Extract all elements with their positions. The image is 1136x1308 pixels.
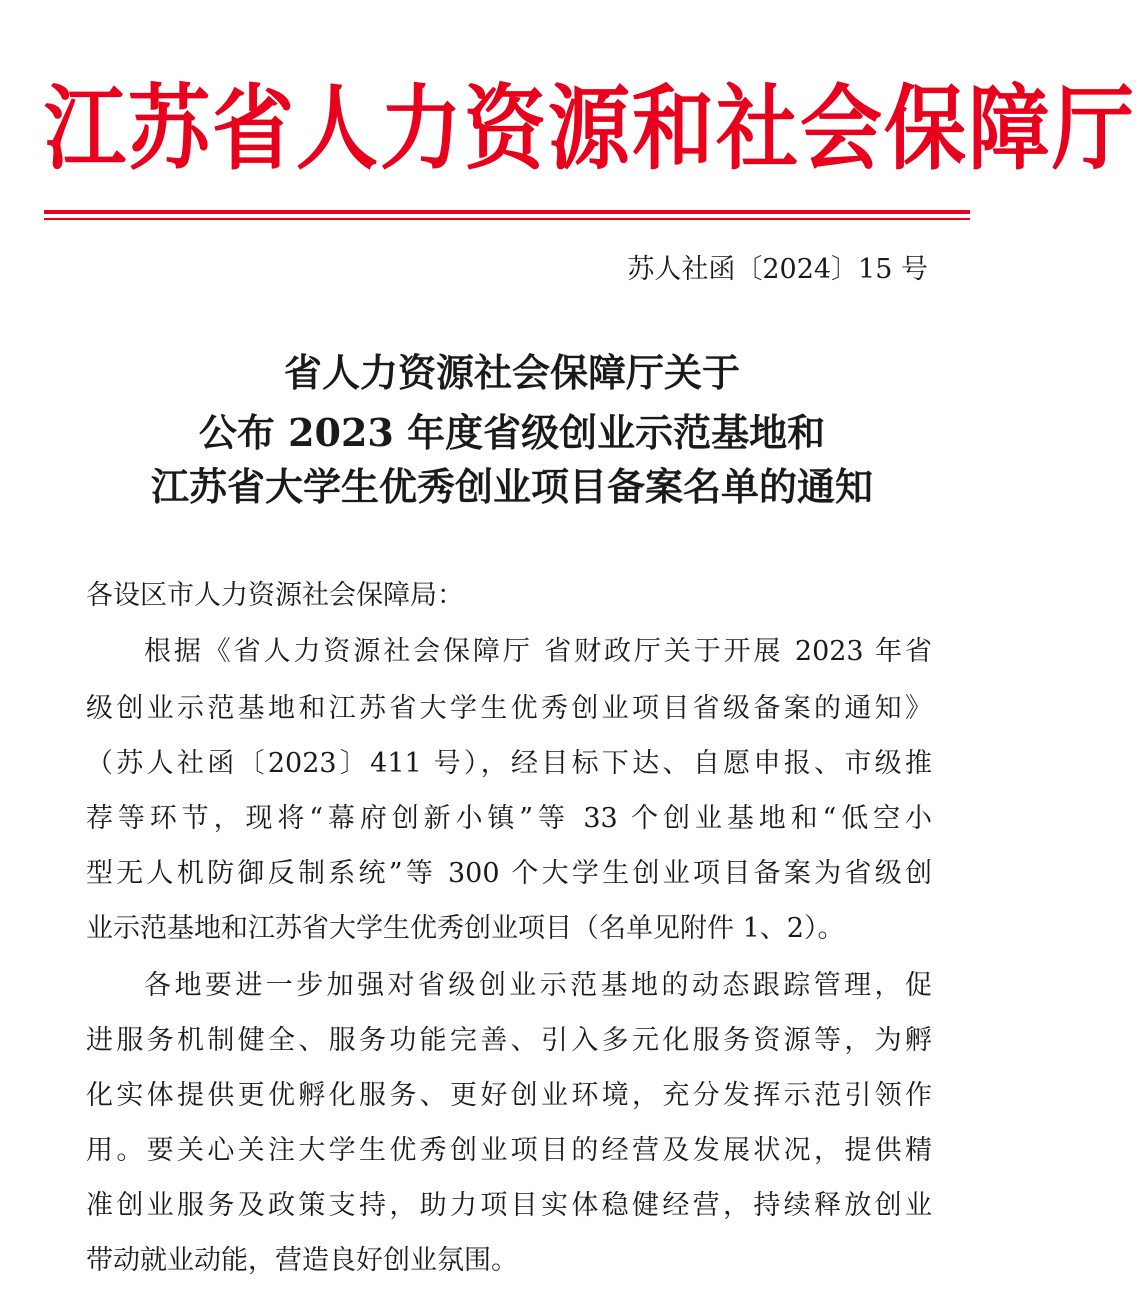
masthead-rule-thick — [44, 210, 970, 214]
paragraph-2-line-5: 准创业服务及政策支持，助力项目实体稳健经营，持续释放创业 — [86, 1190, 932, 1221]
paragraph-2-line-2: 进服务机制健全、服务功能完善、引入多元化服务资源等，为孵 — [86, 1025, 932, 1056]
paragraph-1-line-5: 型无人机防御反制系统”等 300 个大学生创业项目备案为省级创 — [86, 858, 932, 889]
paragraph-1-line-4: 荐等环节，现将“幕府创新小镇”等 33 个创业基地和“低空小 — [86, 803, 932, 834]
masthead-rule-thin — [44, 218, 970, 220]
paragraph-2-line-6: 带动就业动能，营造良好创业氛围。 — [86, 1245, 518, 1276]
document-number: 苏人社函〔2024〕15 号 — [627, 254, 928, 285]
title-line-1: 省人力资源社会保障厅关于 — [283, 350, 740, 395]
salutation: 各设区市人力资源社会保障局： — [86, 580, 464, 611]
masthead-title: 江苏省人力资源和社会保障厅 — [44, 75, 1136, 183]
paragraph-2-line-4: 用。要关心关注大学生优秀创业项目的经营及发展状况，提供精 — [86, 1135, 932, 1166]
paragraph-1-line-1: 根据《省人力资源社会保障厅 省财政厅关于开展 2023 年省 — [144, 636, 932, 667]
title-line-2: 公布 2023 年度省级创业示范基地和 — [198, 410, 826, 455]
paragraph-2-line-1: 各地要进一步加强对省级创业示范基地的动态跟踪管理，促 — [144, 970, 932, 1001]
title-line-3: 江苏省大学生优秀创业项目备案名单的通知 — [150, 464, 873, 509]
paragraph-1-line-6: 业示范基地和江苏省大学生优秀创业项目（名单见附件 1、2）。 — [86, 913, 845, 944]
paragraph-1-line-3: （苏人社函〔2023〕411 号），经目标下达、自愿申报、市级推 — [86, 748, 932, 779]
paragraph-1-line-2: 级创业示范基地和江苏省大学生优秀创业项目省级备案的通知》 — [86, 693, 932, 724]
paragraph-2-line-3: 化实体提供更优孵化服务、更好创业环境，充分发挥示范引领作 — [86, 1080, 932, 1111]
